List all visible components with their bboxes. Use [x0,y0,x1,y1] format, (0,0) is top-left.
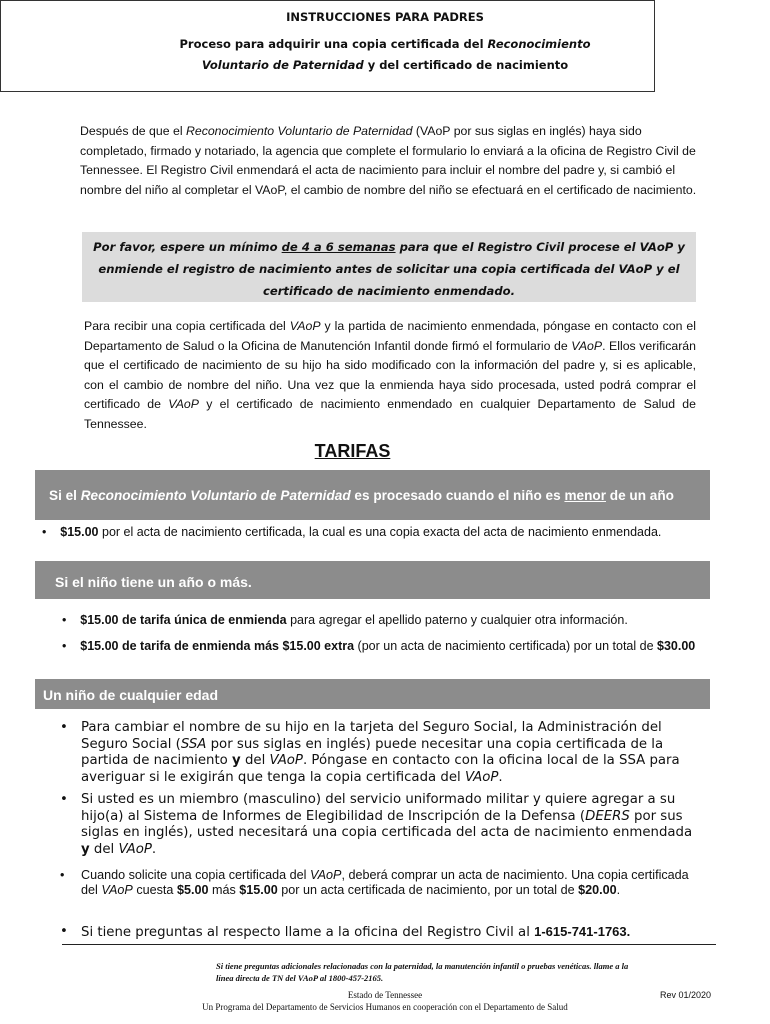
contact-paragraph: Para recibir una copia certificada del VAoP y la partida de nacimiento enmendada, póngase en contacto con el Departamento de Salud o la Oficina de Manutención Infantil donde firmó el formulario de VAoP. Ellos verificarán que el certificado de nacimiento de su hijo ha sido modificado con la información del padre y, si es aplicable, con el cambio de nombre del niño. Una vez que la enmienda haya sido procesada, usted podrá comprar el certificado de VAoP y el certificado de nacimiento enmendado en cualquier Departamento de Salud de Tennessee. [84,319,696,431]
section3-bullet-ssa: • Para cambiar el nombre de su hijo en la tarjeta del Seguro Social, la Administración del Seguro Social (SSA por sus siglas en inglés) puede necesitar una copia certificada de la partida de nacimiento y del VAoP. Póngase en contacto con la oficina local de la SSA para averiguar si le exigirán que tenga la copia certificada del VAoP. [60,720,680,785]
fees-title: TARIFAS [314,441,391,461]
document-subtitle-line2: Voluntario de Paternidad y del certificado de nacimiento [201,58,569,72]
section-one-year-or-more-header: Si el niño tiene un año o más. [35,561,710,599]
footer-divider [62,944,716,945]
footer-state: Estado de Tennessee [347,990,423,1000]
section3-bullet-contact: • Si tiene preguntas al respecto llame a la oficina del Registro Civil al 1-615-741-1763. [60,924,631,940]
section-any-age-header: Un niño de cualquier edad [35,679,710,709]
section-under-one-year-header: Si el Reconocimiento Voluntario de Paternidad es procesado cuando el niño es menor de un año [35,470,710,520]
intro-paragraph: Después de que el Reconocimiento Voluntario de Paternidad (VAoP por sus siglas en inglés) haya sido completado, firmado y notariado, la agencia que complete el formulario lo enviará a la oficina de Registro Civil de Tennessee. El Registro Civil enmendará el acta de nacimiento para incluir el nombre del padre y, si cambió el nombre del niño al completar el VAoP, el cambio de nombre del niño se efectuará en el certificado de nacimiento. [80,124,697,197]
section2-bullet-1: • $15.00 de tarifa única de enmienda para agregar el apellido paterno y cualquier otra información. [62,613,628,627]
section3-bullet-cost: • Cuando solicite una copia certificada del VAoP, deberá comprar un acta de nacimiento. Una copia certificada del VAoP cuesta $5.00 más $15.00 por un acta certificada de nacimiento, por un total de $20.00. [60,868,689,897]
footer-revision: Rev 01/2020 [660,990,712,1000]
section3-bullet-deers: • Si usted es un miembro (masculino) del servicio uniformado militar y quiere agregar a su hijo(a) al Sistema de Informes de Elegibilidad de Inscripción de la Defensa (DEERS por sus siglas en inglés), usted necesitará una copia certificada del acta de nacimiento enmendada y del VAoP. [60,792,693,857]
footer-note: Si tiene preguntas adicionales relacionadas con la paternidad, la manutención infantil o pruebas venéticas. llame a la línea directa de TN del VAoP al 1800-457-2165. [216,961,629,983]
footer-program: Un Programa del Departamento de Servicios Humanos en cooperación con el Departamento de Salud [202,1002,568,1012]
section2-bullet-2: • $15.00 de tarifa de enmienda más $15.00 extra (por un acta de nacimiento certificada) por un total de $30.00 [62,639,696,653]
section1-bullet: • $15.00 por el acta de nacimiento certificada, la cual es una copia exacta del acta de nacimiento enmendada. [42,525,662,539]
document-title: INSTRUCCIONES PARA PADRES [286,10,484,24]
notice-box [82,232,696,302]
header-box [0,0,655,92]
document-subtitle-line1: Proceso para adquirir una copia certificada del Reconocimiento [179,37,591,51]
notice-text: Por favor, espere un mínimo de 4 a 6 semanas para que el Registro Civil procese el VAoP y enmiende el registro de nacimiento antes de solicitar una copia certificada del VAoP y el certificado de nacimiento enmendado. [93,240,685,298]
